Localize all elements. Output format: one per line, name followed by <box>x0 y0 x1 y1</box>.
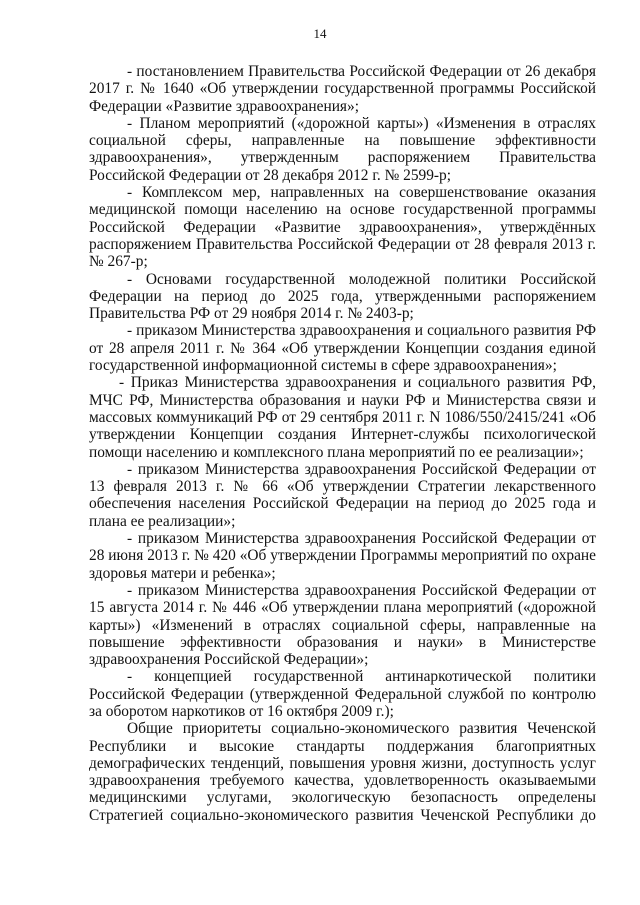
list-item: - приказом Министерства здравоохранения Российской Федерации от 13 февраля 2013 г. № 66 «Об утверждении Стратегии лекарственного обеспечения населения Российской Федерации на период до 2025 года и плана ее реализации»; <box>89 460 596 530</box>
list-item: - постановлением Правительства Российской Федерации от 26 декабря 2017 г. № 1640 «Об утверждении государственной программы Российской Федерации «Развитие здравоохранения»; <box>89 63 596 115</box>
list-item: - Комплексом мер, направленных на совершенствование оказания медицинской помощи населению на основе государственной программы Российской Федерации «Развитие здравоохранения», утверждённых распоряжением Правительства Российской Федерации от 28 февраля 2013 г. № 267-р; <box>89 184 596 271</box>
page-number: 14 <box>313 26 327 41</box>
list-item: - Основами государственной молодежной политики Российской Федерации на период до 2025 года, утвержденными распоряжением Правительства РФ от 29 ноября 2014 г. № 2403-р; <box>89 270 596 323</box>
list-item: - приказом Министерства здравоохранения Российской Федерации от 28 июня 2013 г. № 420 «Об утверждении Программы мероприятий по охране здоровья матери и ребенка»; <box>89 530 596 582</box>
list-item: - Планом мероприятий («дорожной карты») «Изменения в отраслях социальной сферы, направленные на повышение эффективности здравоохранения», утвержденным распоряжением Правительства Российской Федерации от 28 декабря 2012 г. № 2599-р; <box>89 114 596 184</box>
list-item: - Приказ Министерства здравоохранения и социального развития РФ, МЧС РФ, Министерства образования и науки РФ и Министерства связи и массовых коммуникаций РФ от 29 сентября 2011 г. N 1086/550/2415/241 «Об утверждении Концепции создания Интернет-службы психологической помощи населению и комплексного плана мероприятий по ее реализации»; <box>89 374 596 461</box>
document-body <box>89 63 596 824</box>
list-item: - концепцией государственной антинаркотической политики Российской Федерации (утвержденной Федеральной службой по контролю за оборотом наркотиков от 16 октября 2009 г.); <box>89 668 596 720</box>
body-paragraph: Общие приоритеты социально-экономического развития Чеченской Республики и высокие стандарты поддержания благоприятных демографических тенденций, повышения уровня жизни, доступность услуг здравоохранения требуемого качества, удовлетворенность оказываемыми медицинскими услугами, экологическую безопасность определены Стратегией социально-экономического развития Чеченской Республики до <box>89 720 596 824</box>
list-item: - приказом Министерства здравоохранения и социального развития РФ от 28 апреля 2011 г. № 364 «Об утверждении Концепции создания единой государственной информационной системы в сфере здравоохранения»; <box>89 322 596 375</box>
list-item: - приказом Министерства здравоохранения Российской Федерации от 15 августа 2014 г. № 446 «Об утверждении плана мероприятий («дорожной карты») «Изменений в отраслях социальной сферы, направленные на повышение эффективности образования и науки» в Министерстве здравоохранения Российской Федерации»; <box>89 581 596 669</box>
